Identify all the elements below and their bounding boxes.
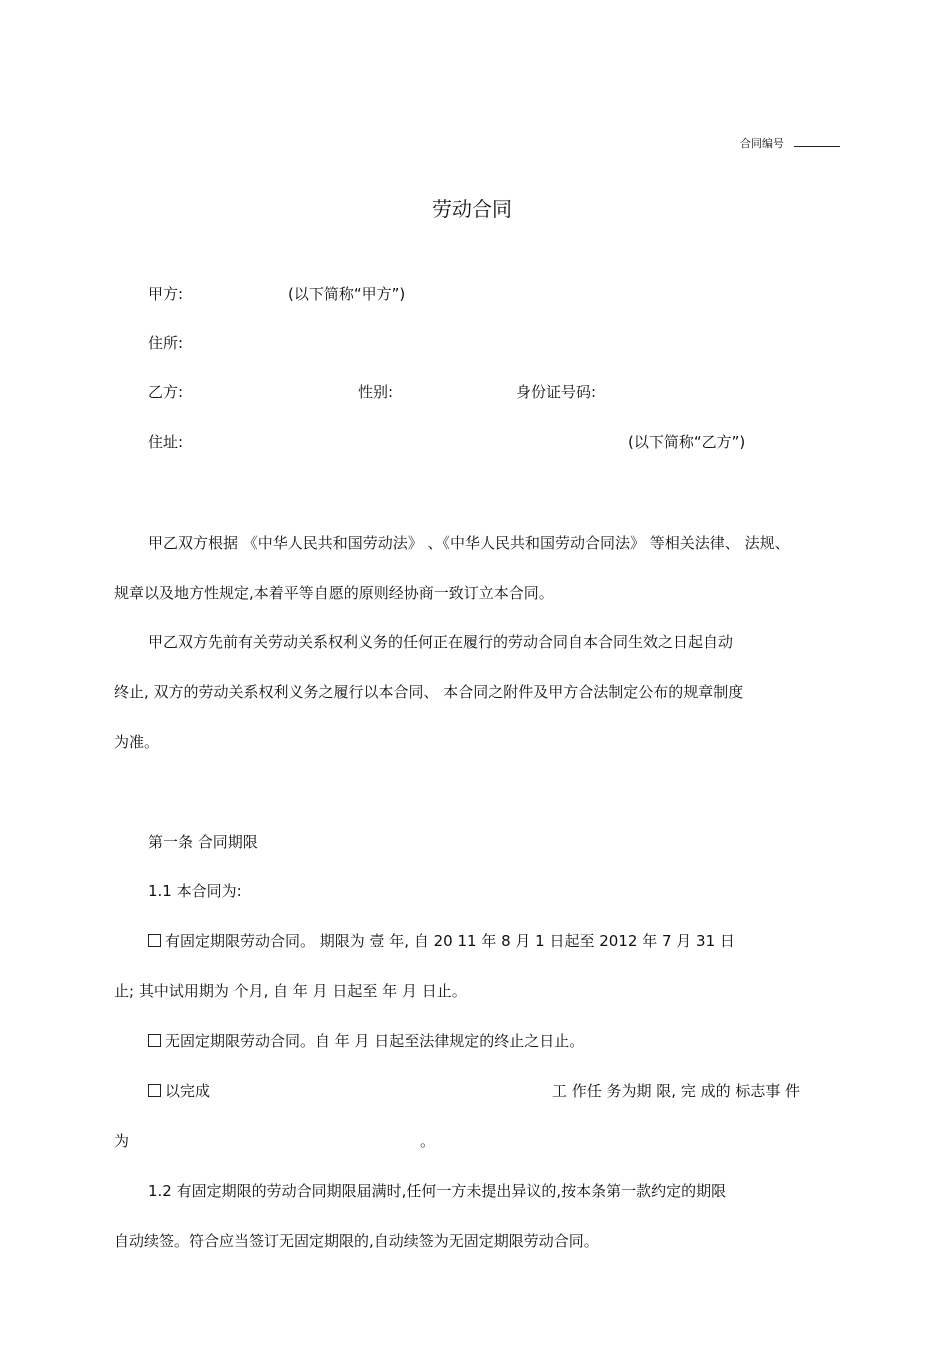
option-fixed-term[interactable]: [148, 931, 735, 951]
party-a-abbr: (以下简称“甲方”): [288, 285, 406, 303]
page-title: 劳动合同: [432, 197, 512, 221]
task-based-text-b: 工 作任 务为期 限, 完 成的 标志事 件: [552, 1082, 801, 1100]
fixed-term-text: 有固定期限劳动合同。 期限为 壹 年, 自 20 11 年 8 月 1 日起至 2012 年 7 月 31 日: [165, 932, 735, 950]
option-task-based[interactable]: [148, 1081, 210, 1101]
preamble-p1-line1: 甲乙双方根据 《中华人民共和国劳动法》 、《中华人民共和国劳动合同法》 等相关法律、 法规、: [148, 534, 790, 552]
party-b-abbr: (以下简称“乙方”): [628, 433, 746, 451]
residence-label: 住所:: [148, 334, 184, 352]
task-based-checkbox[interactable]: [148, 1084, 161, 1097]
task-based-text-a: 以完成: [165, 1082, 211, 1100]
clause-1-2-line2: 自动续签。符合应当签订无固定期限的,自动续签为无固定期限劳动合同。: [114, 1232, 599, 1250]
task-based-line2b: 。: [420, 1132, 436, 1150]
clause-1-2-line1: 1.2 有固定期限的劳动合同期限届满时,任何一方未提出异议的,按本条第一款约定的期限: [148, 1182, 727, 1200]
address-label: 住址:: [148, 433, 184, 451]
open-ended-text: 无固定期限劳动合同。自 年 月 日起至法律规定的终止之日止。: [165, 1032, 585, 1050]
party-b-label: 乙方:: [148, 383, 184, 401]
option-open-ended[interactable]: [148, 1031, 584, 1051]
preamble-p2-line1: 甲乙双方先前有关劳动关系权利义务的任何正在履行的劳动合同自本合同生效之日起自动: [148, 633, 734, 651]
fixed-term-checkbox[interactable]: [148, 934, 161, 947]
clause-1-1: 1.1 本合同为:: [148, 882, 242, 900]
preamble-p1-line2: 规章以及地方性规定,本着平等自愿的原则经协商一致订立本合同。: [114, 584, 554, 602]
article-1-heading: 第一条 合同期限: [148, 833, 258, 851]
fixed-term-probation: 止; 其中试用期为 个月, 自 年 月 日起至 年 月 日止。: [114, 982, 467, 1000]
id-number-label: 身份证号码:: [516, 383, 597, 401]
party-a-label: 甲方:: [148, 285, 184, 303]
task-based-line2a: 为: [114, 1132, 130, 1150]
contract-number-label: 合同编号: [740, 137, 784, 150]
contract-number-blank: [794, 136, 840, 147]
preamble-p2-line3: 为准。: [114, 733, 160, 751]
gender-label: 性别:: [358, 383, 394, 401]
preamble-p2-line2: 终止, 双方的劳动关系权利义务之履行以本合同、 本合同之附件及甲方合法制定公布的规章制度: [114, 683, 744, 701]
contract-number: [740, 136, 840, 151]
open-ended-checkbox[interactable]: [148, 1034, 161, 1047]
